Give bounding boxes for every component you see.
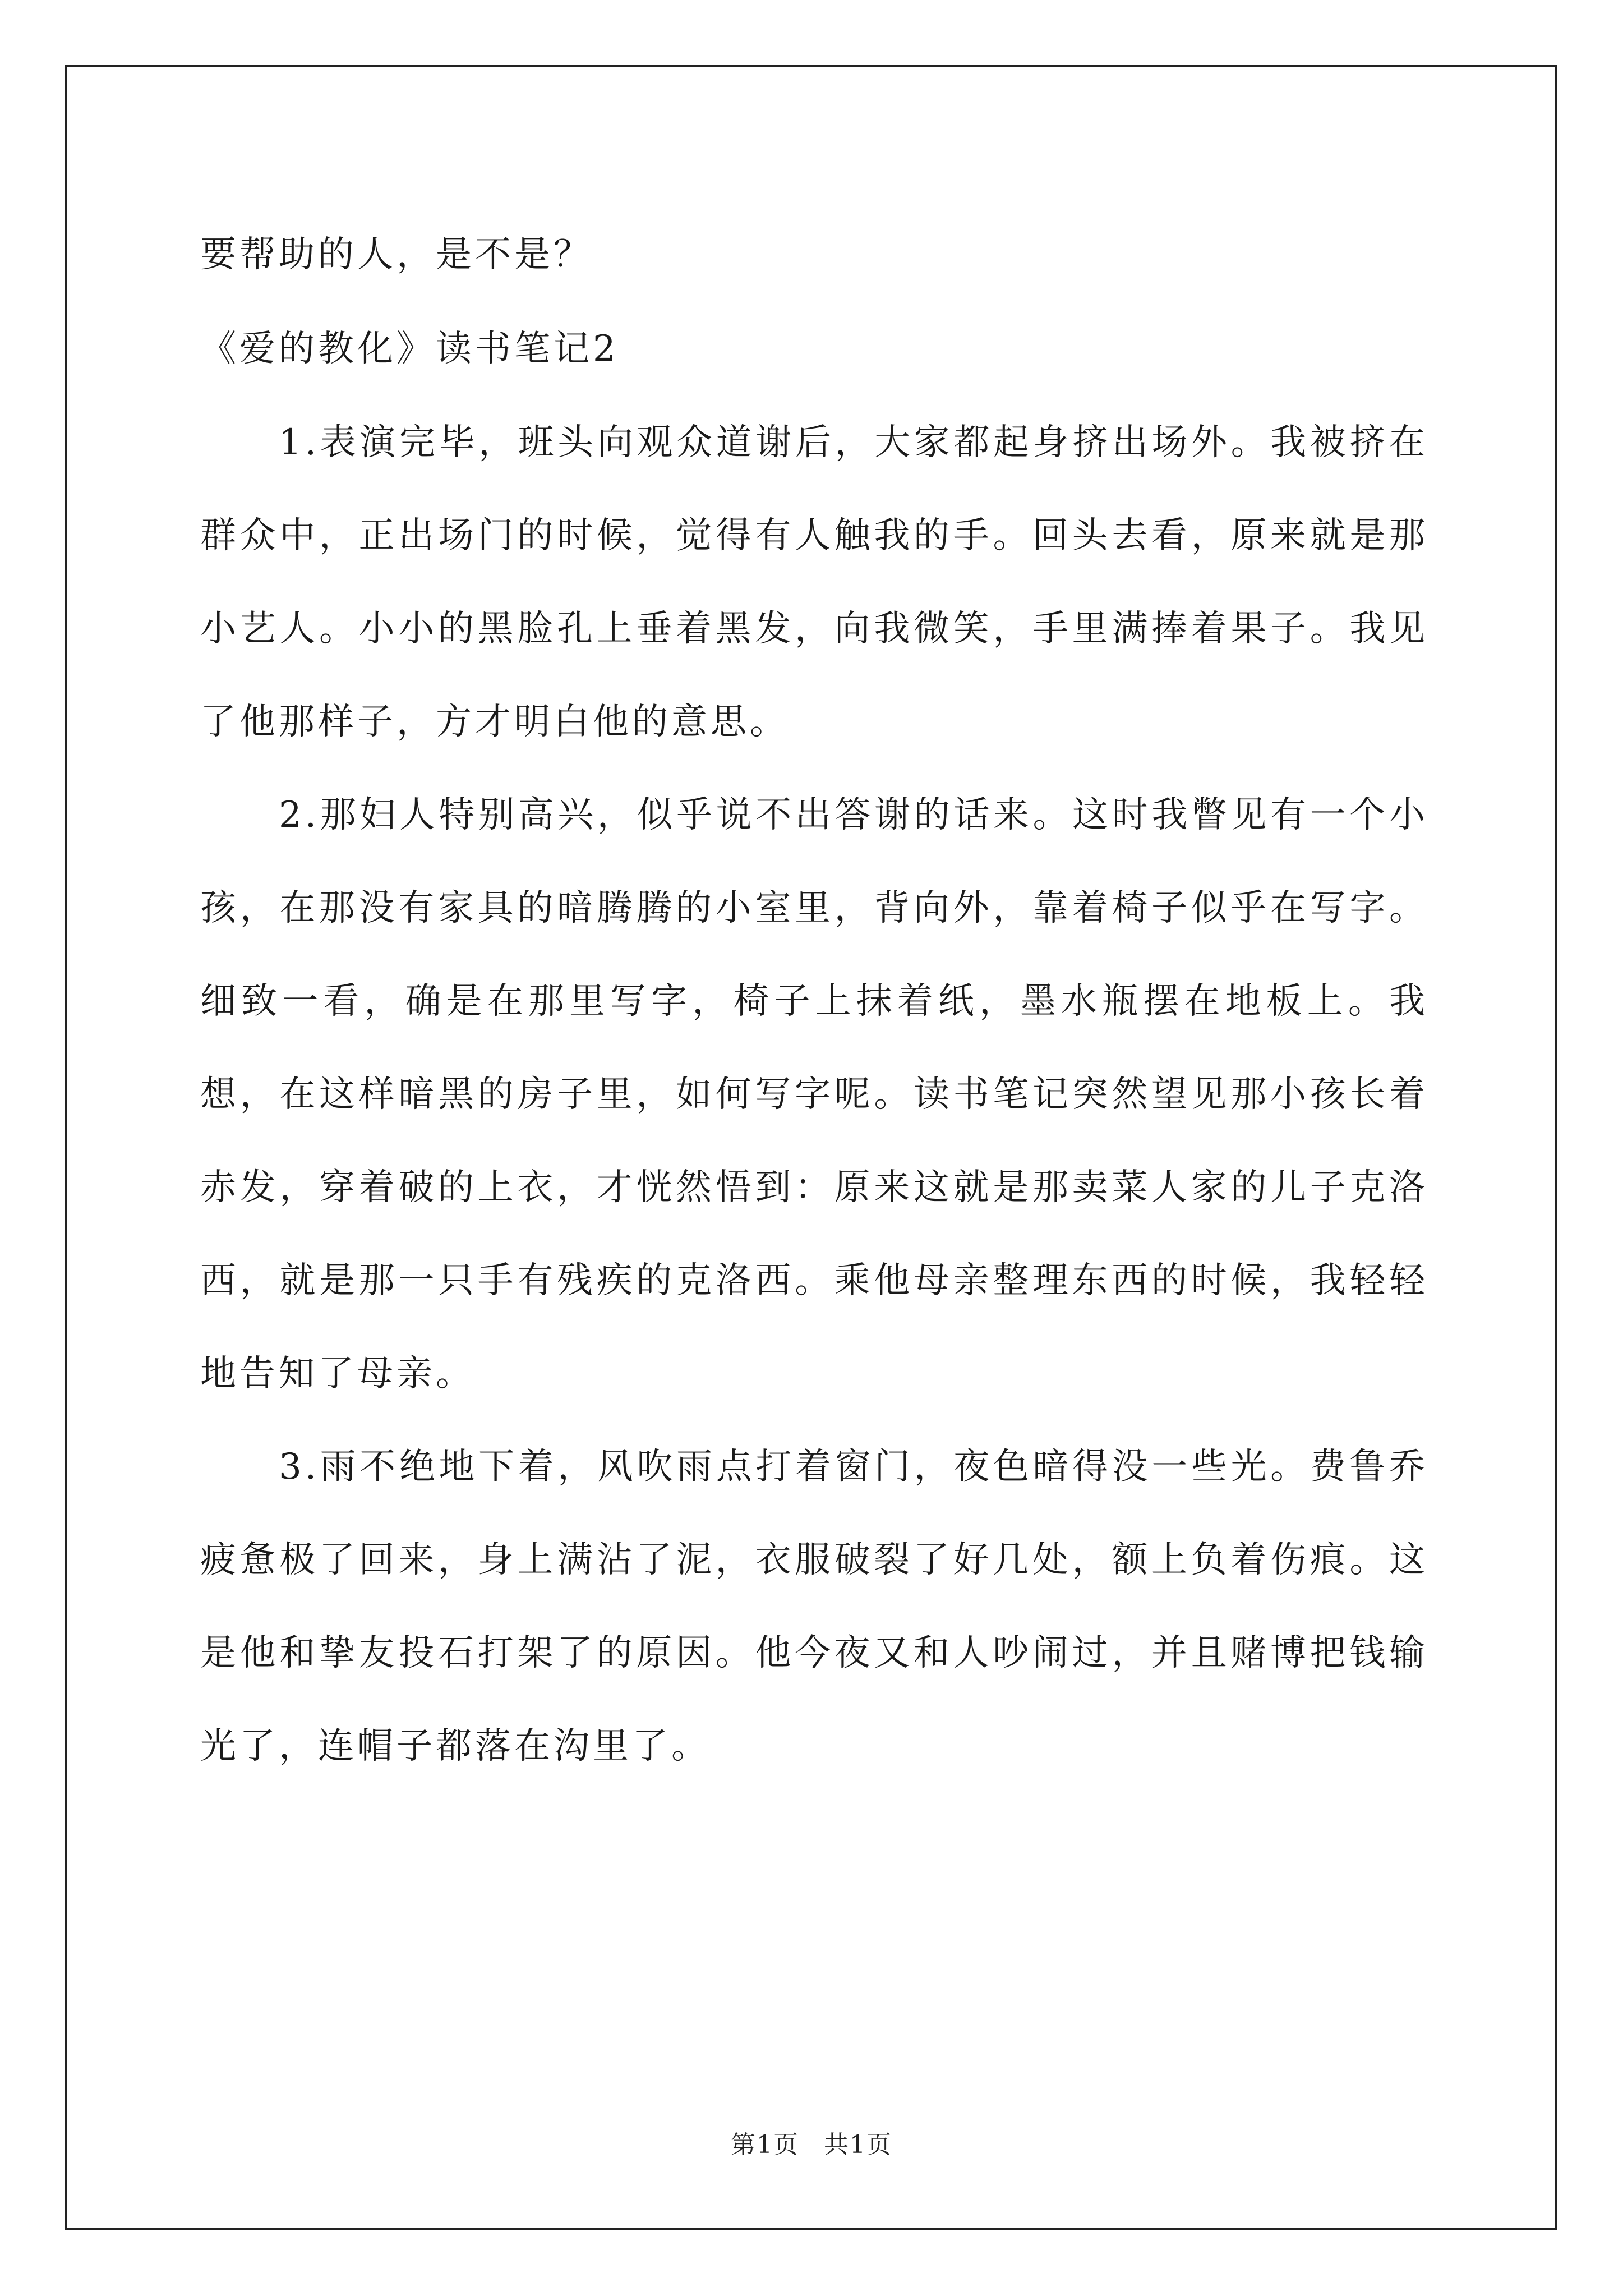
paragraph-3: 3.雨不绝地下着，风吹雨点打着窗门，夜色暗得没一些光。费鲁乔疲惫极了回来，身上满沾了泥，衣服破裂了好几处，额上负着伤痕。这是他和挚友投石打架了的原因。他今夜又和人吵闹过，并且赌博把钱输光了，连帽子都落在沟里了。 — [200, 1446, 1428, 1767]
paragraph-1: 1.表演完毕，班头向观众道谢后，大家都起身挤出场外。我被挤在群众中，正出场门的时候，觉得有人触我的手。回头去看，原来就是那小艺人。小小的黑脸孔上垂着黑发，向我微笑，手里满捧着果子。我见了他那样子，方才明白他的意思。 — [200, 422, 1428, 743]
document-body — [200, 208, 1434, 1793]
page-total: 共1页 — [824, 2131, 892, 2159]
page-number: 第1页 — [731, 2131, 799, 2159]
page-footer — [0, 2124, 1623, 2160]
intro-line: 要帮助的人，是不是？ — [200, 234, 593, 275]
paragraph-2: 2.那妇人特别高兴，似乎说不出答谢的话来。这时我瞥见有一个小孩，在那没有家具的暗腾腾的小室里，背向外，靠着椅子似乎在写字。细致一看，确是在那里写字，椅子上抹着纸，墨水瓶摆在地板上。我想，在这样暗黑的房子里，如何写字呢。读书笔记突然望见那小孩长着赤发，穿着破的上衣，才恍然悟到：原来这就是那卖菜人家的儿子克洛西，就是那一只手有残疾的克洛西。乘他母亲整理东西的时候，我轻轻地告知了母亲。 — [200, 794, 1428, 1395]
section-heading: 《爱的教化》读书笔记2 — [200, 328, 619, 370]
